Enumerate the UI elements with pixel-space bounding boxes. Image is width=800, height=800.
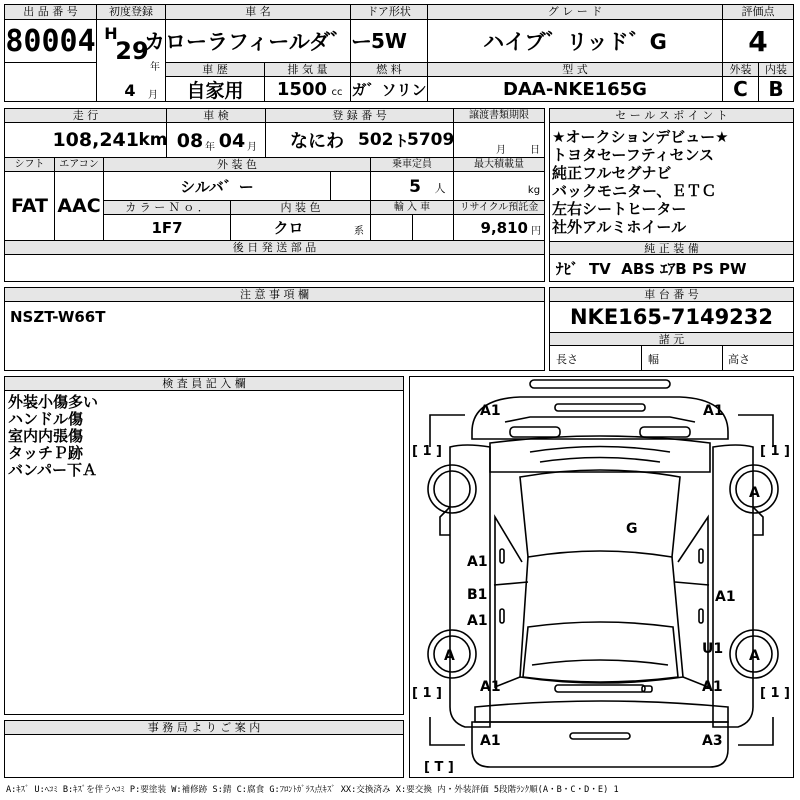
car-name-label: 車 名 [166, 5, 350, 20]
length-label: 長さ [556, 353, 578, 366]
inspection-month-unit: 月 [247, 141, 257, 153]
sales-point-item: 純正フルセグナビ [552, 164, 672, 182]
interior-label: 内装 [759, 63, 793, 77]
equipment: ﾅﾋﾞ TV ABS ｴｱB PS PW [556, 260, 747, 278]
left-rear-door-a-mark: A1 [467, 613, 488, 629]
inspector-note: ハンドル傷 [8, 410, 84, 428]
recycle-fee: 9,810 [480, 218, 528, 237]
transfer-month-unit: 月 [496, 144, 506, 156]
left-rear-tire-mark: [ 1 ] [412, 686, 442, 701]
vehicle-history: 自家用 [186, 79, 244, 102]
rating-label: 評価点 [723, 5, 793, 20]
inspection-month: 04 [218, 130, 246, 152]
right-front-tire-mark: [ 1 ] [760, 444, 790, 459]
first-reg-label: 初度登録 [97, 5, 165, 20]
car-outline [428, 380, 778, 767]
sales-point-item: 社外アルミホイール [552, 218, 687, 236]
right-rear-wheel-u-mark: U1 [702, 641, 724, 657]
damage-marks [412, 403, 790, 775]
first-reg-year: 29 [115, 37, 149, 65]
inspector-note: 外装小傷多い [8, 393, 99, 411]
first-reg-year-unit: 年 [150, 61, 160, 73]
rear-bumper-left-mark: A1 [480, 733, 501, 749]
door-type: 5W [371, 29, 407, 53]
notes-text: NSZT-W66T [10, 308, 106, 326]
windshield-mark: G [626, 521, 638, 537]
first-reg-era: H [104, 23, 118, 43]
int-color-label: 内 装 色 [231, 201, 370, 215]
reg-area: なにわ [290, 131, 344, 152]
front-right-bumper-mark: A1 [703, 403, 724, 419]
displacement: 1500 [276, 78, 327, 100]
inspector-label: 検 査 員 記 入 欄 [5, 377, 403, 391]
trunk-tire-mark: [ T ] [424, 760, 454, 775]
mileage-unit: km [138, 130, 168, 150]
transfer-day-unit: 日 [530, 144, 540, 156]
rating-score: 4 [748, 24, 768, 58]
capacity-label: 乗車定員 [371, 158, 453, 172]
int-color: クロ [273, 219, 304, 237]
displacement-label: 排 気 量 [265, 63, 350, 77]
vline [330, 172, 331, 200]
max-load-unit: kg [527, 184, 541, 196]
vline [412, 215, 413, 240]
sales-point-item: ★オークションデビュー★ [552, 128, 729, 146]
ext-color-label: 外 装 色 [104, 158, 370, 172]
car-name: カローラフィールダ゛ー [143, 30, 373, 54]
equipment-label: 純 正 装 備 [550, 241, 793, 255]
left-rear-quarter-mark: A1 [480, 679, 501, 695]
left-rear-wheel-mark: A [444, 648, 455, 664]
door-label: ドア形状 [351, 5, 427, 20]
mileage: 108,241 [52, 129, 139, 151]
reg-kana: ト [394, 131, 410, 150]
right-rear-quarter-mark: A1 [702, 679, 723, 695]
grade-label: グ レ ー ド [428, 5, 722, 20]
reg-class: 502 [358, 130, 394, 150]
displacement-unit: cc [331, 86, 343, 98]
history-label: 車 歴 [166, 63, 264, 77]
recycle-label: リサイクル預託金 [454, 201, 544, 215]
sales-point-item: バックモニター、ＥＴＣ [552, 182, 717, 200]
fuel-label: 燃 料 [351, 63, 427, 77]
office-label: 事 務 局 よ り ご 案 内 [5, 721, 403, 735]
exterior-label: 外装 [723, 63, 758, 77]
later-parts-label: 後 日 発 送 部 品 [5, 241, 544, 255]
reg-number: 5709 [407, 130, 455, 150]
sales-point-item: 左右シートヒーター [552, 200, 687, 218]
right-rear-tire-mark: [ 1 ] [760, 686, 790, 701]
rear-bumper-right-mark: A3 [702, 733, 723, 749]
shift-label: シフト [5, 158, 54, 172]
height-label: 高さ [728, 353, 750, 366]
grade: ハイブ゛リッド゛G [483, 30, 667, 54]
sales-point-item: トヨタセーフティセンス [552, 146, 715, 164]
inspection-label: 車 検 [167, 109, 265, 123]
notes-label: 注 意 事 項 欄 [5, 288, 544, 302]
inspection-year-unit: 年 [205, 141, 215, 153]
front-left-bumper-mark: A1 [480, 403, 501, 419]
int-color-unit: 系 [354, 225, 364, 237]
color-no-label: カ ラ ー Ｎ ｏ ． [104, 201, 230, 215]
color-code: 1F7 [151, 218, 183, 237]
recycle-unit: 円 [531, 225, 541, 237]
left-rear-door-b-mark: B1 [467, 587, 488, 603]
width-label: 幅 [648, 353, 659, 366]
chassis-label: 車 台 番 号 [550, 288, 793, 302]
ac-label: エアコン [55, 158, 103, 172]
fuel-type: ガ゛ソリン [351, 80, 427, 99]
ext-color: シルバ゛ー [180, 177, 254, 196]
vline [641, 346, 642, 370]
exterior-grade: C [733, 77, 748, 101]
first-reg-month-unit: 月 [148, 89, 158, 101]
lot-divider [5, 62, 96, 63]
dims-label: 諸 元 [550, 332, 793, 346]
model-code: DAA-NKE165G [503, 78, 647, 100]
inspection-year: 08 [176, 130, 204, 152]
inspector-note: 室内内張傷 [8, 427, 84, 445]
shift: FAT [11, 195, 48, 217]
reg-number-label: 登 録 番 号 [266, 109, 453, 123]
left-front-door-mark: A1 [467, 554, 488, 570]
sales-point-list [552, 128, 792, 240]
model-label: 型 式 [428, 63, 722, 77]
car-diagram [410, 377, 793, 777]
right-rear-wheel-mark: A [749, 648, 760, 664]
damage-legend: A:ｷｽﾞ U:ﾍｺﾐ B:ｷｽﾞを伴うﾍｺﾐ P:要塗装 W:補修跡 S:錆 C:腐食 G:ﾌﾛﾝﾄｶﾞﾗｽ点ｷｽﾞ XX:交換済み X:要交換 内・外装評価 5段階ﾗﾝｸ順(A・B・C・D・E) 1 [6, 785, 619, 795]
sales-point-label: セ ー ル ス ポ イ ン ト [550, 109, 793, 123]
max-load-label: 最大積載量 [454, 158, 544, 172]
chassis-number: NKE165-7149232 [569, 305, 774, 329]
capacity-unit: 人 [434, 182, 446, 195]
vline [722, 346, 723, 370]
right-rear-door-mark: A1 [715, 589, 736, 605]
inspector-note: タッチＰ跡 [8, 444, 84, 462]
aircon: AAC [57, 195, 101, 217]
lot-number: 80004 [5, 23, 96, 59]
mileage-label: 走 行 [5, 109, 166, 123]
lot-label: 出 品 番 号 [5, 5, 96, 20]
inspector-note: バンパー下Ａ [8, 461, 97, 479]
transfer-deadline-label: 譲渡書類期限 [454, 109, 544, 123]
interior-grade: B [768, 77, 784, 101]
right-front-wheel-mark: A [749, 485, 760, 501]
left-front-tire-mark: [ 1 ] [412, 444, 442, 459]
import-label: 輸 入 車 [371, 201, 453, 215]
capacity: 5 [409, 177, 421, 197]
inspector-notes [8, 394, 398, 494]
first-reg-month: 4 [124, 80, 136, 100]
